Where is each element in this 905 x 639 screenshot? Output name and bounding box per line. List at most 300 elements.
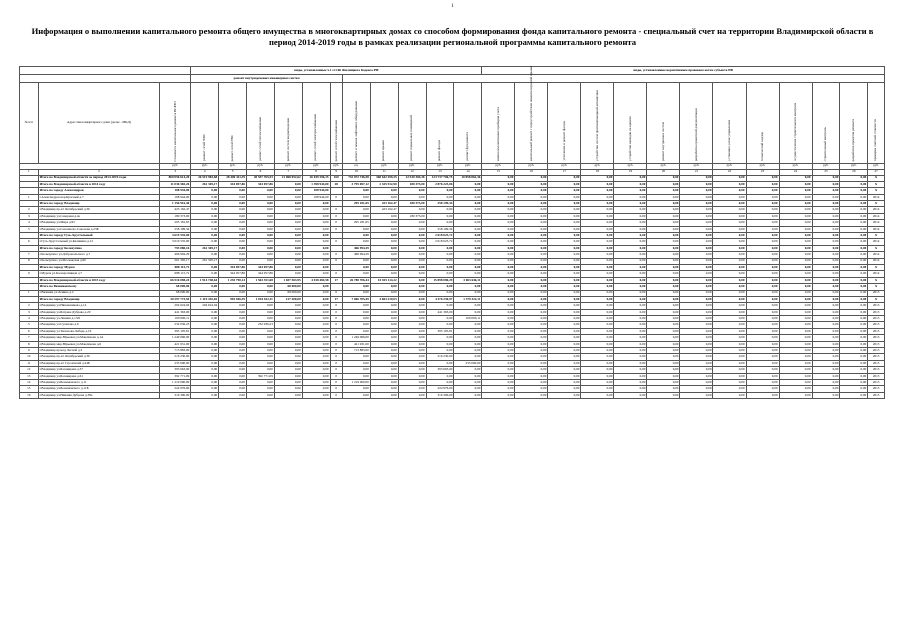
cell-value: 0,00 [548,303,581,309]
cell-value: 0,00 [779,328,812,334]
cell-value: 0,00 [454,201,482,207]
cell-value: 258 199,34 [426,226,454,232]
cell-value: 0,00 [713,239,746,245]
cell-value: 2 618 023,72 [426,233,454,239]
cell-value: 0,00 [812,207,840,213]
cell-value: 0,00 [713,380,746,386]
cell-value: 0,00 [614,226,647,232]
cell-value: 224 976,00 [426,386,454,392]
unit-cell: руб. [779,163,812,169]
row-number: 2 [20,303,39,309]
cell-value: 0,00 [398,341,426,347]
cell-value: 0,00 [713,354,746,360]
cell-value: 0,00 [482,239,515,245]
cell-value: 0,00 [482,380,515,386]
cell-value: 0,00 [482,226,515,232]
cell-value: 0,00 [191,322,219,328]
cell-value: 108 944,00 [302,188,330,194]
cell-value: 0,00 [219,188,247,194]
row-year: 2014 [868,220,885,226]
cell-value: 0,00 [812,328,840,334]
column-number-cell: 2 [38,169,160,175]
cell-value: 0,00 [454,341,482,347]
cell-value: 0,00 [246,380,274,386]
cell-value: 0,00 [746,277,779,283]
cell-value: 0,00 [515,277,548,283]
row-year: 2015 [868,303,885,309]
cell-value: 0,00 [840,207,868,213]
col-header-label: ремонт подвальных помещений [409,115,414,161]
cell-value: 0,00 [454,373,482,379]
cell-value: 0,00 [246,328,274,334]
cell-value: 0,00 [812,233,840,239]
cell-value: 0,00 [548,386,581,392]
cell-value: 0,00 [713,284,746,290]
row-number: 16 [20,392,39,398]
cell-value: 0,00 [647,194,680,200]
col-total-header: Стоимость капитального ремонта ВСЕГО [172,100,177,161]
row-total: 1 219 000,00 [160,380,191,386]
row-address: г.Вязники ул.Ленина д.2 [38,290,160,296]
cell-value: 0,00 [342,258,370,264]
cell-value: 0,00 [746,220,779,226]
row-total: 261 305,17 [160,258,191,264]
cell-value: 0,00 [840,386,868,392]
row-total: 204 624,04 [160,303,191,309]
cell-value: 0,00 [370,194,398,200]
cell-value: 0,00 [398,335,426,341]
row-number: 6 [20,239,39,245]
cell-value: 0,00 [274,373,302,379]
col-header-label: ремонт фасада [437,139,442,161]
cell-value: 0,00 [482,303,515,309]
cell-value: 0,00 [581,258,614,264]
cell-value: 0,00 [680,213,713,219]
column-number-cell: 13 [426,169,454,175]
cell-value: 0,00 [274,316,302,322]
cell-value: 0,00 [812,341,840,347]
cell-value: 0,00 [812,264,840,270]
cell-value: 0,00 [614,386,647,392]
cell-value: 0,00 [302,245,330,251]
cell-value: 0,00 [191,392,219,398]
cell-value: 1 657 563,95 [274,277,302,283]
cell-value: 0,00 [647,296,680,302]
cell-value: 0,00 [274,233,302,239]
cell-value: 0,00 [398,322,426,328]
cell-value: 0,00 [779,303,812,309]
cell-value: 423 162,47 [370,201,398,207]
cell-count: 0 [330,322,342,328]
cell-value: 0,00 [581,188,614,194]
cell-value: 0,00 [680,271,713,277]
row-total: 108 944,00 [160,188,191,194]
cell-value: 0,00 [548,354,581,360]
cell-value: 0,00 [840,354,868,360]
cell-value: 0,00 [302,264,330,270]
row-year: 2015 [868,309,885,315]
cell-value: 0,00 [191,271,219,277]
cell-value: 0,00 [581,380,614,386]
column-number-cell: 21 [680,169,713,175]
row-total: 258 199,34 [160,226,191,232]
cell-value: 0,00 [548,213,581,219]
row-number: 5 [20,322,39,328]
cell-value: 0,00 [246,226,274,232]
cell-value: 0,00 [548,264,581,270]
cell-value: 0,00 [515,226,548,232]
cell-value: 0,00 [548,316,581,322]
row-year: 2015 [868,386,885,392]
cell-value: 0,00 [426,284,454,290]
cell-value: 0,00 [246,341,274,347]
row-address: г.Владимир ул.Няшенникова д.14 [38,303,160,309]
cell-value: 0,00 [274,239,302,245]
row-year: X [868,245,885,251]
row-address: г.Владимир ул.Балакирева д.37 [38,367,160,373]
col-header-18 [680,83,713,164]
cell-value: 0,00 [426,252,454,258]
cell-value: 0,00 [191,284,219,290]
cell-value: 0,00 [647,207,680,213]
row-address: г.Владимир ул.Суханова д.6 [38,322,160,328]
cell-value: 0,00 [840,360,868,366]
cell-value: 0,00 [548,233,581,239]
cell-value: 0,00 [840,175,868,181]
cell-value: 0,00 [614,264,647,270]
cell-value: 0,00 [840,194,868,200]
cell-value: 0,00 [515,348,548,354]
cell-value: 0,00 [812,303,840,309]
cell-value: 0,00 [515,245,548,251]
cell-value: 0,00 [482,201,515,207]
row-number: 4 [20,220,39,226]
cell-value: 68 000,00 [274,290,302,296]
cell-value: 0,00 [840,277,868,283]
column-number-cell: 1 [20,169,39,175]
cell-value: 0,00 [746,264,779,270]
cell-value: 0,00 [246,284,274,290]
cell-value: 0,00 [647,380,680,386]
cell-value: 0,00 [246,386,274,392]
col-header-3 [246,83,274,164]
row-number: 7 [20,252,39,258]
cell-value: 713 883,00 [342,348,370,354]
cell-value: 0,00 [581,252,614,258]
row-year: 2014 [868,239,885,245]
cell-value: 0,00 [779,322,812,328]
cell-value: 0,00 [680,258,713,264]
cell-value: 0,00 [614,245,647,251]
cell-value: 0,00 [219,380,247,386]
unit-cell: руб. [746,163,779,169]
cell-value: 7 066 705,49 [342,296,370,302]
cell-value: 0,00 [482,341,515,347]
cell-value: 0,00 [191,233,219,239]
cell-value: 0,00 [713,233,746,239]
cell-count: 0 [330,207,342,213]
cell-value: 395 105,81 [426,328,454,334]
cell-value: 0,00 [454,181,482,187]
cell-value: 0,00 [713,258,746,264]
cell-value: 0,00 [274,367,302,373]
cell-value: 0,00 [840,309,868,315]
cell-value: 0,00 [515,284,548,290]
cell-value: 0,00 [812,194,840,200]
cell-value: 2 325 912,90 [370,181,398,187]
cell-count: 28 [330,181,342,187]
cell-value: 0,00 [647,328,680,334]
cell-value: 0,00 [398,316,426,322]
cell-value: 0,00 [246,188,274,194]
cell-value: 0,00 [647,348,680,354]
cell-value: 0,00 [746,380,779,386]
cell-value: 0,00 [302,354,330,360]
report-table-container [19,66,885,636]
cell-value: 0,00 [302,373,330,379]
cell-value: 0,00 [713,392,746,398]
cell-value: 0,00 [219,303,247,309]
cell-value: 0,00 [482,335,515,341]
cell-value: 0,00 [302,360,330,366]
row-number: 9 [20,271,39,277]
unit-cell: руб. [482,163,515,169]
cell-value: 0,00 [191,309,219,315]
row-total: 216 230,00 [160,354,191,360]
cell-value: 0,00 [840,341,868,347]
col-number-header: № п/п [20,83,39,164]
cell-value: 0,00 [779,252,812,258]
col-header-label: технический надзор [759,132,764,161]
row-total: 423 162,47 [160,207,191,213]
row-total: 224 976,00 [160,386,191,392]
cell-value: 0,00 [779,233,812,239]
cell-value: 0,00 [454,392,482,398]
row-address: Итого по Владимирской области в 2014 году [38,181,160,187]
cell-value: 0,00 [515,194,548,200]
cell-value: 0,00 [581,316,614,322]
cell-value: 0,00 [647,309,680,315]
cell-value: 0,00 [647,264,680,270]
cell-value: 0,00 [713,386,746,392]
cell-value: 0,00 [219,201,247,207]
cell-value: 0,00 [398,373,426,379]
cell-value: 0,00 [779,316,812,322]
cell-value: 0,00 [548,245,581,251]
cell-value: 0,00 [713,226,746,232]
cell-value: 0,00 [342,233,370,239]
cell-value: 0,00 [614,258,647,264]
cell-value: 0,00 [779,380,812,386]
cell-value: 0,00 [191,335,219,341]
cell-value: 0,00 [274,328,302,334]
cell-value: 180 373,00 [398,201,426,207]
cell-value: 0,00 [274,341,302,347]
cell-value: 441 363,00 [426,309,454,315]
cell-value: 0,00 [647,175,680,181]
cell-count: 0 [330,309,342,315]
cell-value: 0,00 [219,373,247,379]
cell-value: 0,00 [548,392,581,398]
row-address: Итого по городу Кольчугино [38,245,160,251]
col-header-22 [812,83,840,164]
cell-value: 0,00 [302,296,330,302]
cell-value: 0,00 [342,188,370,194]
cell-value: 0,00 [482,367,515,373]
col-header-9 [398,83,426,164]
cell-value: 0,00 [219,233,247,239]
col-header-24 [868,83,885,164]
col-header-label: ремонт сетей ГВС [229,134,234,161]
cell-value: 344 057,86 [219,264,247,270]
cell-value: 0,00 [581,367,614,373]
cell-value: 0,00 [812,252,840,258]
cell-value: 0,00 [746,296,779,302]
cell-value: 0,00 [370,360,398,366]
cell-value: 0,00 [812,309,840,315]
col-header-label: устройство выходов на кровлю [627,116,632,161]
cell-count: 0 [330,213,342,219]
cell-value: 295 181,65 [342,220,370,226]
cell-value: 0,00 [219,341,247,347]
cell-value: 0,00 [274,207,302,213]
cell-value: 0,00 [274,354,302,360]
cell-value: 21 068 052,62 [274,175,302,181]
cell-value: 0,00 [779,348,812,354]
unit-cell: руб. [454,163,482,169]
cell-count: 0 [330,373,342,379]
col-header-10 [426,83,454,164]
row-address: Итого по городу Александров [38,188,160,194]
cell-value: 0,00 [342,271,370,277]
cell-value: 0,00 [191,264,219,270]
unit-cell: руб. [840,163,868,169]
cell-value: 0,00 [614,373,647,379]
column-number-cell: 6 [246,169,274,175]
cell-value: 1 398 944,00 [302,181,330,187]
cell-value: 0,00 [191,226,219,232]
cell-value: 0,00 [370,322,398,328]
cell-value: 0,00 [779,309,812,315]
cell-value: 0,00 [779,213,812,219]
cell-value: 0,00 [647,271,680,277]
cell-value: 0,00 [581,207,614,213]
cell-value: 4 018 484,58 [302,277,330,283]
cell-value: 0,00 [370,284,398,290]
row-address: г.Владимир ул.Тихонова-Лебедь д.16 [38,328,160,334]
cell-value: 344 057,86 [246,264,274,270]
cell-value: 0,00 [191,194,219,200]
cell-count: 0 [330,303,342,309]
header-group-row [20,67,885,75]
cell-value: 995 946,39 [219,296,247,302]
cell-value: 0,00 [342,290,370,296]
row-year: 2015 [868,380,885,386]
col-header-11 [454,83,482,164]
header-columns-row [20,83,885,164]
col-header-label: капитальный ремонт с переустройством невентилируемой крыши [528,65,533,161]
cell-value: 0,00 [812,392,840,398]
cell-value: 0,00 [191,188,219,194]
cell-value: 0,00 [191,354,219,360]
cell-value: 0,00 [647,239,680,245]
cell-value: 0,00 [614,194,647,200]
cell-value: 0,00 [219,213,247,219]
cell-value: 0,00 [274,188,302,194]
col-header-label: установка узлов управления [726,120,731,161]
cell-value: 0,00 [581,181,614,187]
cell-value: 0,00 [840,392,868,398]
cell-value: 0,00 [426,290,454,296]
cell-value: 0,00 [219,392,247,398]
row-address: г.Владимир ул.Ленина д.13/6 [38,316,160,322]
cell-value: 0,00 [191,239,219,245]
cell-value: 0,00 [482,188,515,194]
cell-value: 0,00 [370,264,398,270]
cell-value: 0,00 [548,335,581,341]
cell-value: 0,00 [746,360,779,366]
cell-value: 0,00 [302,322,330,328]
cell-value: 0,00 [680,264,713,270]
cell-value: 0,00 [398,303,426,309]
cell-value: 0,00 [614,354,647,360]
col-header-label: устройство систем противопожарной автоматики [594,89,599,161]
cell-value: 0,00 [647,213,680,219]
cell-value: 0,00 [426,303,454,309]
cell-value: 0,00 [482,233,515,239]
row-year: X [868,264,885,270]
cell-value: 0,00 [680,322,713,328]
cell-value: 0,00 [581,392,614,398]
cell-value: 0,00 [454,188,482,194]
cell-value: 0,00 [398,386,426,392]
cell-value: 393 663,00 [426,367,454,373]
row-number: 12 [20,367,39,373]
cell-value: 0,00 [840,226,868,232]
cell-value: 0,00 [246,220,274,226]
cell-value: 0,00 [274,322,302,328]
cell-value: 0,00 [840,213,868,219]
row-number: 8 [20,341,39,347]
cell-value: 0,00 [779,373,812,379]
column-number-cell: 8 [302,169,330,175]
cell-value: 0,00 [680,316,713,322]
row-year: X [868,233,885,239]
cell-value: 0,00 [398,284,426,290]
cell-value: 0,00 [779,264,812,270]
cell-value: 0,00 [370,380,398,386]
column-number-cell: 23 [746,169,779,175]
row-total: 393 663,00 [160,367,191,373]
cell-value: 0,00 [246,201,274,207]
cell-value: 0,00 [515,328,548,334]
row-year: X [868,188,885,194]
cell-value: 0,00 [426,380,454,386]
cell-value: 0,00 [370,220,398,226]
cell-value: 3 063 646,11 [454,277,482,283]
unit-cell: руб. [680,163,713,169]
col-header-23 [840,83,868,164]
cell-value: 0,00 [680,181,713,187]
cell-value: 0,00 [713,373,746,379]
cell-value: 0,00 [614,303,647,309]
cell-value: 261 305,17 [191,245,219,251]
cell-value: 0,00 [515,220,548,226]
cell-value: 0,00 [713,213,746,219]
cell-value: 344 057,86 [219,271,247,277]
cell-value: 0,00 [840,303,868,309]
cell-value: 0,00 [454,328,482,334]
